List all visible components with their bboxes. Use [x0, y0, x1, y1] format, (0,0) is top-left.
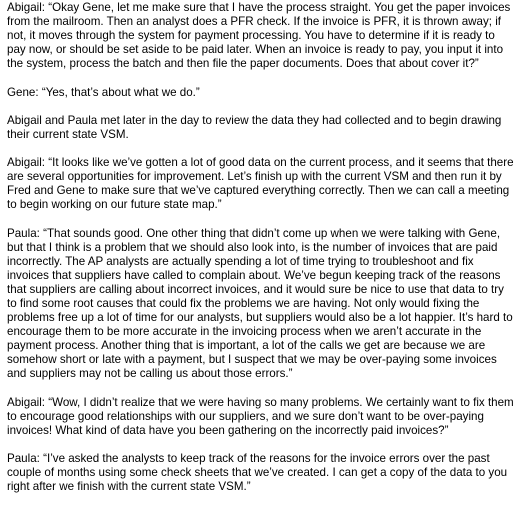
speaker-label: Gene: — [7, 85, 39, 99]
paragraph-text: “That sounds good. One other thing that didn’t come up when we were talking with Gene, but that I think is a problem that we should also look into, is the number of invoices that are paid incorrectly. The AP analysts are actually spending a lot of time trying to troubleshoot and fix invoices that suppliers have called to complain about. We’ve begun keeping track of the reasons that suppliers are calling about incorrect invoices, and it would sure be nice to use that data to try to find some root causes that could fix the problems we are having. Not only would fixing the problems free up a lot of time for our analysts, but suppliers would also be a lot happier. It’s hard to encourage them to be more accurate in the invoicing process when we aren’t accurate in the payment process. Another thing that is important, a lot of the calls we get are because we are somehow short or late with a payment, but I suspect that we may be over-paying some invoices and suppliers may not be calling us about those errors.” — [7, 226, 513, 381]
paragraph-text: “I’ve asked the analysts to keep track of the reasons for the invoice errors over the past couple of months using some check sheets that we’ve created. I can get a copy of the data to you right after we finish with the current state VSM.” — [7, 452, 508, 494]
speaker-label: Paula: — [7, 452, 40, 465]
speaker-label: Abigail: — [7, 1, 46, 14]
paragraph-text: “Okay Gene, let me make sure that I have the process straight. You get the paper invoices from the mailroom. Then an analyst does a PFR check. If the invoice is PFR, it is thrown away; if not, it moves through the system for payment processing. You have to determine if it is ready to pay now, or should be set aside to be paid later. When an invoice is ready to pay, you input it into the system, process the batch and then file the paper documents. Does that about cover it?” — [7, 1, 511, 71]
paragraph-abigail-process-summary — [7, 1, 515, 71]
paragraph-abigail-vsm — [7, 156, 515, 212]
paragraph-text: “Yes, that’s about what we do.” — [41, 85, 200, 99]
speaker-label: Abigail: — [7, 156, 46, 170]
paragraph-text: Abigail and Paula met later in the day to review the data they had collected and to begin drawing their current state VSM. — [7, 113, 502, 141]
paragraph-abigail-question — [7, 396, 515, 438]
paragraph-paula-check-sheets — [7, 452, 515, 494]
speaker-label: Paula: — [7, 226, 40, 240]
paragraph-narration — [7, 114, 515, 142]
speaker-label: Abigail: — [7, 395, 46, 409]
paragraph-gene-reply — [7, 86, 515, 100]
paragraph-paula-incorrect-invoices — [7, 227, 515, 382]
document-body — [7, 1, 515, 508]
paragraph-text: “Wow, I didn’t realize that we were having so many problems. We certainly want to fix them to encourage good relationships with our suppliers, and we sure don’t want to be over-paying invoices! What kind of data have you been gathering on the incorrectly paid invoices?” — [7, 395, 514, 437]
paragraph-text: “It looks like we’ve gotten a lot of good data on the current process, and it seems that there are several opportunities for improvement. Let’s finish up with the current VSM and then run it by Fred and Gene to make sure that we’ve captured everything correctly. Then we can call a meeting to begin working on our future state map.” — [7, 156, 514, 212]
